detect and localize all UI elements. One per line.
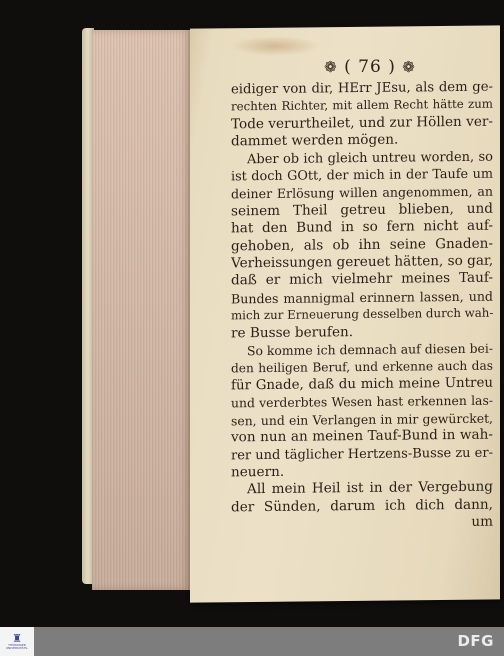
crest-icon: ♜ xyxy=(12,631,22,645)
text-line: re Busse berufen. xyxy=(231,323,354,342)
text-line: mich zur Erneuerung desselben durch wah- xyxy=(231,305,493,323)
page-text xyxy=(231,79,493,534)
text-line: rechten Richter, mit allem Recht hätte zum xyxy=(231,97,493,114)
text-line: Bundes mannigmal erinnern lassen, und xyxy=(231,288,493,307)
library-logo[interactable] xyxy=(0,627,34,656)
text-line: All mein Heil ist in der Vergebung xyxy=(247,478,493,498)
text-line: deiner Erlösung willen angenommen, an xyxy=(231,184,493,202)
text-line: neuern. xyxy=(231,463,285,481)
text-line: hat den Bund in so fern nicht auf- xyxy=(231,217,493,237)
text-line: ist doch GOtt, der mich in der Taufe um xyxy=(231,166,493,185)
text-line: der Sünden, darum ich dich dann, xyxy=(231,496,493,516)
page-stain xyxy=(230,36,320,56)
logo-text-1: THÜRINGER xyxy=(8,642,26,647)
ornament-left-icon: ❁ xyxy=(324,58,338,76)
text-line: So komme ich demnach auf diesen bei- xyxy=(247,340,493,359)
text-line: daß er mich vielmehr meines Tauf- xyxy=(231,270,493,289)
text-line: gehoben, als ob ihn seine Gnaden- xyxy=(231,235,493,255)
ornament-right-icon: ❁ xyxy=(402,58,416,76)
text-line: um xyxy=(471,513,493,531)
text-line: den heiligen Beruf, und erkenne auch das xyxy=(231,358,493,375)
text-line: rer und täglicher Hertzens-Busse zu er- xyxy=(231,445,493,463)
text-line: sen, und ein Verlangen in mir gewürcket, xyxy=(231,410,493,429)
text-line: Aber ob ich gleich untreu worden, so xyxy=(247,149,493,167)
text-line: Verheissungen gereuet hätten, so gar, xyxy=(231,252,493,272)
text-line: und verderbtes Wesen hast erkennen las- xyxy=(231,392,493,411)
logo-text-2: UNIVERSITÄTS- xyxy=(5,646,29,650)
text-line: Tode verurtheilet, und zur Höllen ver- xyxy=(231,113,493,133)
page-number: ( 76 ) xyxy=(344,57,396,77)
text-line: seinem Theil getreu blieben, und xyxy=(231,200,493,220)
dfg-logo[interactable]: DFG xyxy=(457,632,494,650)
text-line: für Gnade, daß du mich meine Untreu xyxy=(231,375,493,394)
text-line: eidiger von dir, HErr JEsu, als dem ge- xyxy=(231,79,493,98)
text-line: von nun an meinen Tauf-Bund in wah- xyxy=(231,426,493,446)
text-line: dammet werden mögen. xyxy=(231,131,399,150)
page-edges xyxy=(92,30,192,590)
viewer-footer xyxy=(0,627,504,656)
page-header xyxy=(310,57,430,77)
